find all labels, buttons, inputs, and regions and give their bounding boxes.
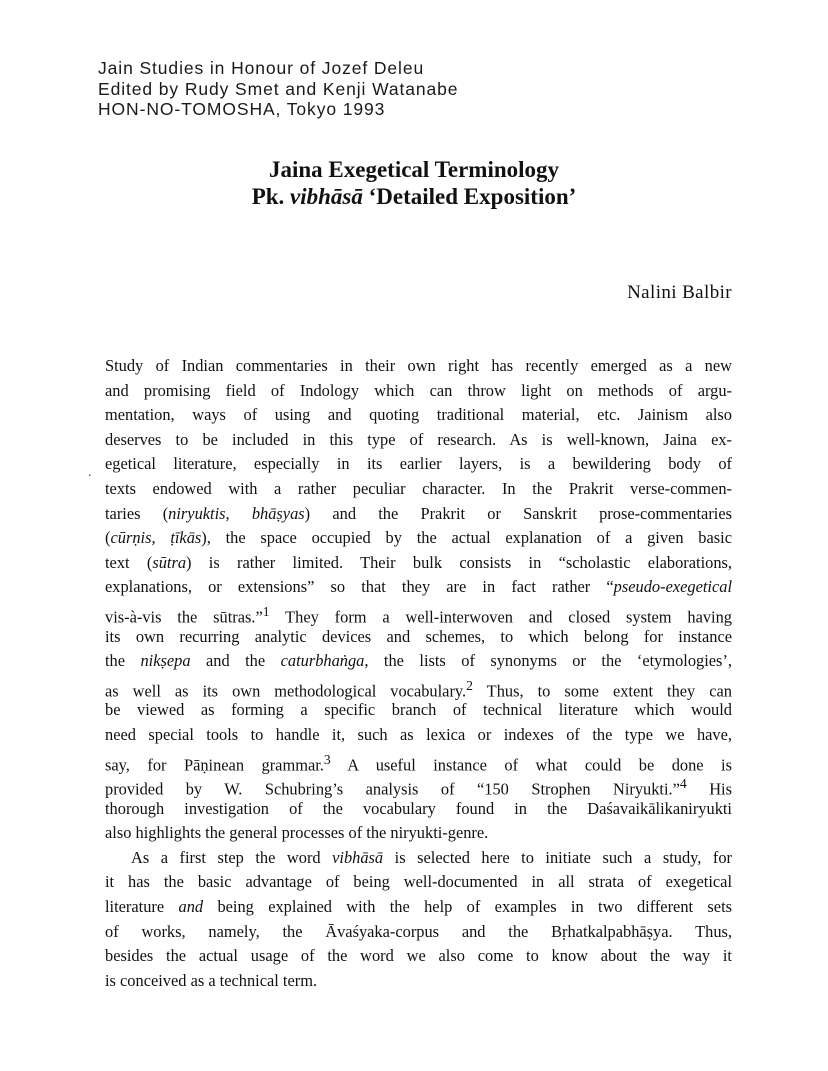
body-line: [105, 502, 732, 527]
body-text: literature: [105, 897, 179, 917]
body-line: [105, 772, 732, 797]
body-line: and promising field of Indology which can throw light on methods of argu-: [105, 380, 732, 400]
body-line: its own recurring analytic devices and schemes, to which belong for instance: [105, 626, 732, 646]
publication-line-editors: Edited by Rudy Smet and Kenji Watanabe: [98, 78, 459, 99]
body-line: [105, 551, 732, 576]
body-line: [105, 895, 732, 920]
body-line: [105, 674, 732, 699]
body-text: (: [105, 528, 111, 548]
italic-term: caturbhaṅga: [280, 651, 365, 671]
body-text: and the: [190, 651, 281, 671]
body-text: ), the space occupied by the actual explanation of a given basic: [201, 528, 732, 548]
article-title: [0, 156, 828, 210]
body-line: [105, 748, 732, 773]
publication-line-book: Jain Studies in Honour of Jozef Deleu: [98, 58, 425, 78]
footnote-ref: 3: [323, 751, 331, 767]
body-line: texts endowed with a rather peculiar character. In the Prakrit verse-commen-: [105, 478, 732, 498]
title-term: vibhāsā: [290, 184, 363, 209]
body-line: is conceived as a technical term.: [105, 970, 318, 990]
body-text: ) and the Prakrit or Sanskrit prose-commentaries: [304, 503, 732, 523]
body-text: , the lists of synonyms or the ‘etymologies’,: [364, 651, 732, 671]
body-text: A useful instance of what could be done is: [330, 754, 732, 774]
body-line: of works, namely, the Āvaśyaka-corpus and the Bṛhatkalpabhāṣya. Thus,: [105, 921, 732, 941]
footnote-ref: 2: [466, 677, 473, 693]
italic-term: niryuktis, bhāṣyas: [168, 503, 305, 523]
body-text: as well as its own methodological vocabulary.: [105, 681, 467, 701]
body-line: mentation, ways of using and quoting traditional material, etc. Jainism also: [105, 405, 732, 425]
body-line: [105, 846, 732, 871]
body-text: taries (: [105, 503, 169, 523]
body-line: [105, 526, 732, 551]
title-line-1: Jaina Exegetical Terminology: [268, 157, 560, 182]
footnote-ref: 1: [262, 603, 270, 619]
italic-term: cūrṇis, ṭīkās: [110, 528, 202, 548]
body-line: egetical literature, especially in its earlier layers, is a bewildering body of: [105, 454, 732, 474]
body-line: it has the basic advantage of being well-documented in all strata of exegetical: [105, 872, 732, 892]
body-text: provided by W. Schubring’s analysis of “150 Strophen Niryukti.”: [105, 779, 680, 799]
title-suffix: ‘Detailed Exposition’: [362, 184, 577, 209]
stray-mark: .: [88, 465, 92, 480]
body-line: need special tools to handle it, such as lexica or indexes of the type we have,: [105, 724, 732, 744]
body-text: vis-à-vis the sūtras.”: [105, 607, 263, 627]
italic-term: sūtra: [152, 552, 187, 572]
body-text: say, for Pāṇinean grammar.: [105, 754, 324, 774]
footnote-ref: 4: [679, 776, 687, 792]
body-line: Study of Indian commentaries in their own right has recently emerged as a new: [105, 356, 732, 375]
body-text: ) is rather limited. Their bulk consists in “scholastic elaborations,: [186, 552, 732, 572]
author-name: Nalini Balbir: [627, 282, 732, 303]
body-line: [105, 649, 732, 674]
body-text: being explained with the help of examples in two different sets: [203, 897, 732, 917]
body-text: His: [686, 779, 732, 799]
publication-line-publisher: HON-NO-TOMOSHA, Tokyo 1993: [98, 99, 386, 119]
body-line: [105, 600, 732, 625]
italic-term: and: [178, 897, 204, 917]
body-text: is selected here to initiate such a study, for: [383, 847, 732, 867]
publication-info: [98, 58, 458, 120]
body-text: explanations, or extensions” so that they are in fact rather “: [105, 577, 614, 597]
body-text: text (: [105, 552, 153, 572]
body-text: They form a well-interwoven and closed system having: [269, 607, 732, 627]
body-line: be viewed as forming a specific branch of technical literature which would: [105, 700, 732, 720]
italic-term: vibhāsā: [332, 847, 384, 867]
body-text: As a first step the word: [131, 847, 333, 867]
title-prefix: Pk.: [251, 184, 291, 209]
italic-term: pseudo-exegetical: [613, 577, 732, 597]
body-line: also highlights the general processes of the niryukti-genre.: [105, 823, 489, 843]
body-line: [105, 575, 732, 600]
article-body: [105, 354, 732, 993]
italic-term: nikṣepa: [140, 651, 191, 671]
body-line: thorough investigation of the vocabulary found in the Daśavaikālikaniryukti: [105, 798, 732, 818]
body-text: Thus, to some extent they can: [472, 681, 732, 701]
body-line: deserves to be included in this type of research. As is well-known, Jaina ex-: [105, 429, 732, 449]
body-text: the: [105, 651, 141, 671]
title-line-2: [0, 183, 828, 210]
body-line: besides the actual usage of the word we also come to know about the way it: [105, 946, 732, 966]
